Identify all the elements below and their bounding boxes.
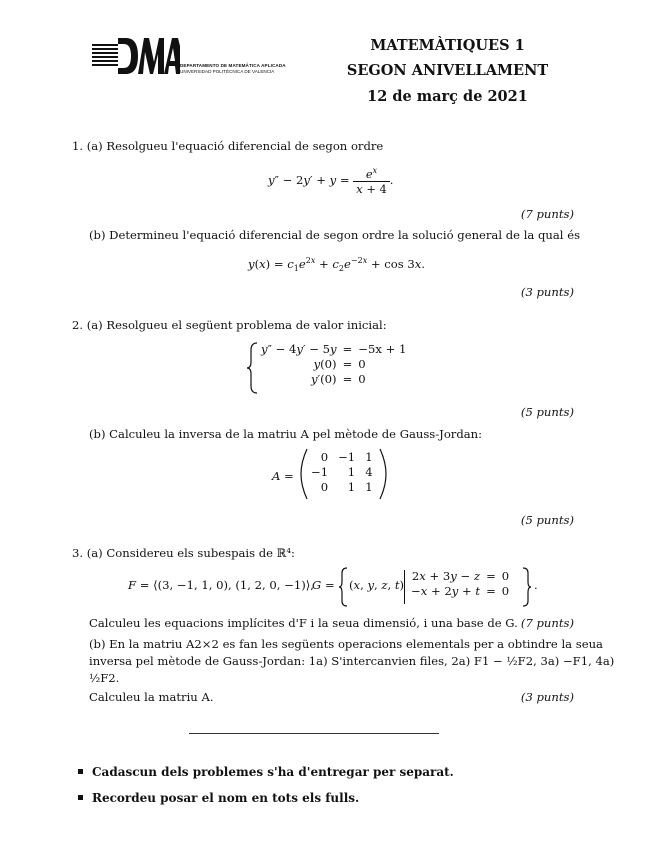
equation-1a: y″ − 2y′ + y = $\frac{e^x}{x + 4}$ .: [268, 166, 394, 196]
part-label: (b): [89, 228, 106, 242]
G-vars: (x, y, z, t): [349, 578, 405, 592]
problem-3b-line2: inversa pel mètode de Gauss-Jordan: 1a) S'intercanvien files, 2a) F1 − ½F2, 3a) −F1, 4a): [89, 654, 615, 668]
course-title: MATEMÀTIQUES 1: [370, 37, 525, 54]
right-paren-icon: [379, 448, 387, 500]
points-3a: (7 punts): [520, 616, 574, 630]
exam-title: SEGON ANIVELLAMENT: [346, 62, 549, 79]
problem-3b-line1: [89, 637, 603, 651]
part-text: Calculeu la inversa de la matriu A pel mètode de Gauss-Jordan:: [109, 427, 483, 441]
problem-1b: [89, 228, 580, 242]
part-label: (b): [89, 427, 106, 441]
left-brace-icon: [246, 342, 258, 394]
points-1b: (3 punts): [520, 285, 574, 299]
problem-1: [72, 139, 383, 153]
problem-2: [72, 318, 387, 332]
part-label: (a): [86, 546, 103, 560]
part-text: Considereu els subespais de ℝ⁴:: [106, 546, 295, 560]
question-3b: Calculeu la matriu A.: [89, 690, 214, 704]
points-2a: (5 punts): [520, 405, 574, 419]
equation-1b: $y(x) = c_1e^{2x} + c_2e^{-2x} + \cos 3x$.: [248, 256, 426, 274]
part-text: Resolgueu l'equació diferencial de segon ordre: [106, 139, 384, 153]
problem-2b: [89, 427, 482, 441]
problem-3b-line3: ½F2.: [89, 671, 120, 685]
dma-logo: [92, 38, 286, 78]
department-name: DEPARTAMENTO DE MATEMÁTICA APLICADA: [180, 63, 286, 68]
points-1a: (7 punts): [520, 207, 574, 221]
problem-number: 3.: [72, 546, 84, 560]
right-brace-icon: [522, 567, 532, 607]
problem-number: 1.: [72, 139, 84, 153]
problem-3: [72, 546, 295, 560]
exam-date: 12 de març de 2021: [367, 88, 528, 105]
part-label: (a): [86, 318, 103, 332]
part-label: (a): [86, 139, 103, 153]
system-table: y″ − 4y′ − 5y = −5x + 1 y(0) = 0 y′(0) = 0: [261, 342, 407, 386]
bullet-icon: [78, 769, 83, 774]
G-equations: 2x + 3y − z = 0 −x + 2y + t = 0: [411, 569, 510, 598]
bullet-icon: [78, 795, 83, 800]
question-3a: Calculeu les equacions implícites d'F i la seua dimensió, i una base de G.: [89, 616, 518, 630]
matrix-table: 0 −1 1 −1 1 4 0 1 1: [311, 450, 373, 494]
part-label: (b): [89, 637, 106, 651]
separator-line: [189, 733, 439, 734]
university-name: UNIVERSIDAD POLITÉCNICA DE VALENCIA: [180, 69, 275, 74]
problem-number: 2.: [72, 318, 84, 332]
matrix-name: A =: [272, 469, 294, 483]
left-brace-icon: [338, 567, 348, 607]
part-text: En la matriu A2×2 es fan les següents operacions elementals per a obtindre la seua: [109, 637, 603, 651]
note-2: Recordeu posar el nom en tots els fulls.: [78, 791, 359, 805]
part-text: Resolgueu el següent problema de valor inicial:: [106, 318, 387, 332]
note-1: Cadascun dels problemes s'ha d'entregar per separat.: [78, 765, 454, 779]
part-text: Determineu l'equació diferencial de segon ordre la solució general de la qual és: [109, 228, 581, 242]
points-2b: (5 punts): [520, 513, 574, 527]
subspace-G-label: G =: [312, 578, 335, 592]
points-3b: (3 punts): [520, 690, 574, 704]
subspace-F: F = ⟨(3, −1, 1, 0), (1, 2, 0, −1)⟩,: [128, 578, 314, 592]
dma-logo-mark: [92, 38, 180, 78]
such-that-bar: [404, 570, 405, 604]
